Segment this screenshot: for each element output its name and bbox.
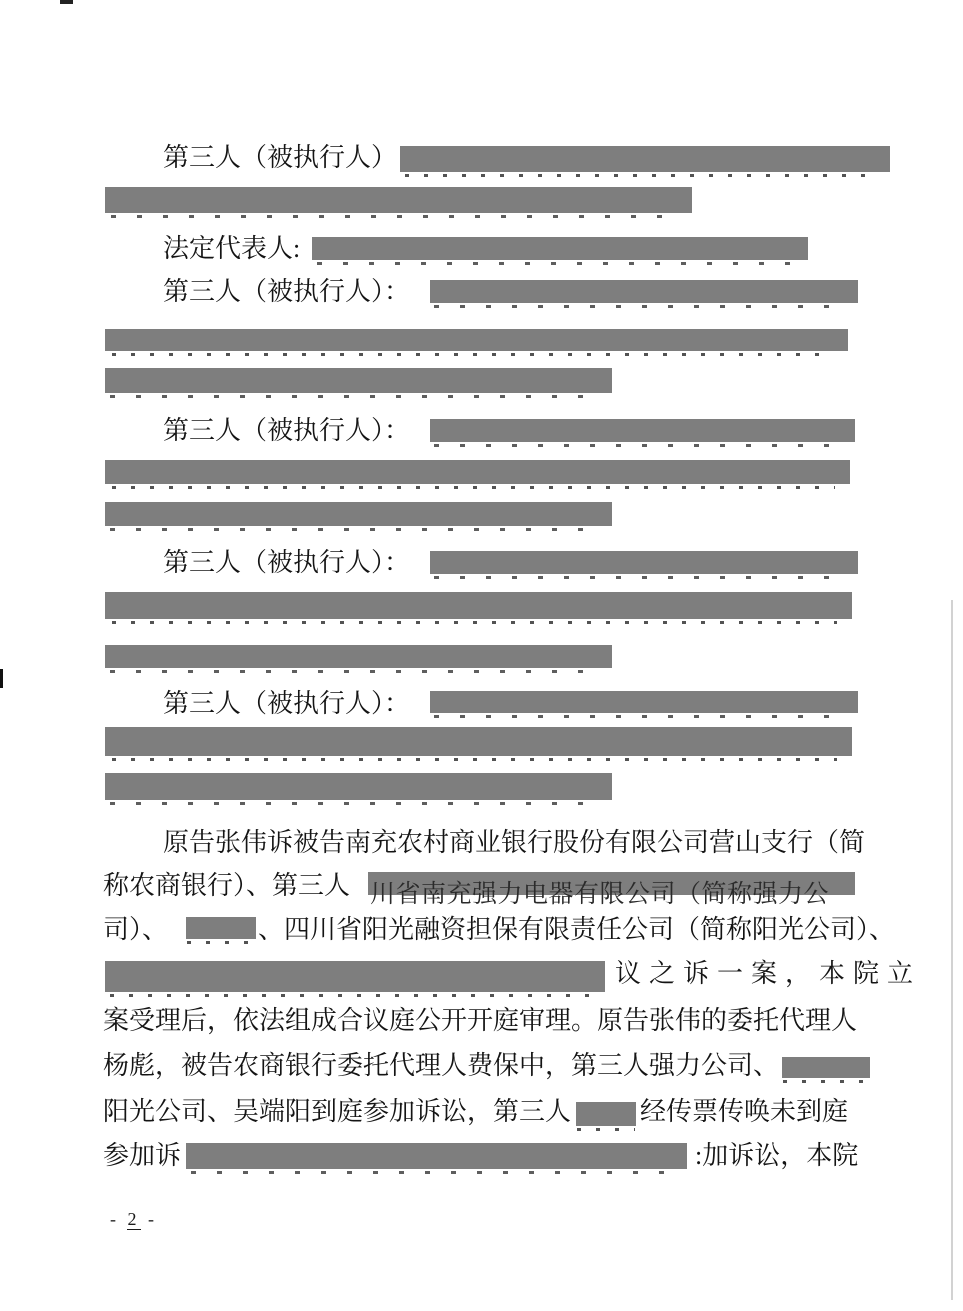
page-number xyxy=(110,1209,157,1230)
party-label: 法定代表人: xyxy=(163,234,301,263)
paragraph-text: 经传票传唤未到庭 xyxy=(640,1097,849,1126)
redaction-bar xyxy=(105,460,850,484)
paragraph-text: 称农商银行）、第三人 xyxy=(103,871,351,900)
redaction-bar xyxy=(400,146,890,172)
scan-artifact-left-edge-mark xyxy=(0,669,3,688)
redaction-bar xyxy=(312,237,808,260)
redaction-bar xyxy=(105,773,612,800)
party-label: 第三人（被执行人）： xyxy=(163,277,411,306)
redaction-bar xyxy=(430,280,858,303)
redaction-bar xyxy=(105,592,852,619)
party-label: 第三人（被执行人）： xyxy=(163,548,411,577)
page-number-dash-right: - xyxy=(148,1209,157,1229)
redaction-bar xyxy=(105,368,612,393)
redaction-bar xyxy=(430,419,855,442)
redaction-peek-text: 川省南充强力电器有限公司（简称强力公 xyxy=(370,881,830,908)
redaction-bar xyxy=(105,187,692,213)
paragraph-text: 、四川省阳光融资担保有限责任公司（简称阳光公司）、 xyxy=(258,915,896,944)
redaction-bar xyxy=(368,872,855,908)
redaction-bar xyxy=(430,551,858,574)
paragraph-text: 司）、 xyxy=(103,915,169,944)
redaction-bar xyxy=(186,1143,687,1169)
redaction-bar xyxy=(105,329,848,351)
paragraph-text: 议之诉一案，本院立 xyxy=(615,959,922,988)
redaction-bar xyxy=(430,691,858,713)
redaction-bar xyxy=(105,961,605,992)
paragraph-text: 阳光公司、吴端阳到庭参加诉讼，第三人 xyxy=(103,1097,572,1126)
paragraph-text: 参加诉 xyxy=(103,1141,182,1170)
page-number-dash-left: - xyxy=(110,1209,119,1229)
scan-artifact-top-speck xyxy=(60,0,73,4)
redaction-bar xyxy=(576,1102,636,1126)
redaction-bar xyxy=(782,1057,870,1078)
redaction-bar xyxy=(105,645,612,668)
paragraph-text: 杨彪，被告农商银行委托代理人费保中，第三人强力公司、 xyxy=(103,1051,780,1080)
paragraph-text: 原告张伟诉被告南充农村商业银行股份有限公司营山支行（简 xyxy=(163,828,866,857)
redaction-bar xyxy=(186,917,256,939)
paragraph-text: :加诉讼，本院 xyxy=(695,1141,859,1170)
scan-artifact-right-edge-line xyxy=(951,600,953,1300)
party-label: 第三人（被执行人）： xyxy=(163,416,411,445)
page-number-value: 2 xyxy=(127,1209,140,1229)
party-label: 第三人（被执行人）： xyxy=(163,689,411,718)
party-label: 第三人（被执行人） xyxy=(163,143,398,172)
paragraph-text: 案受理后，依法组成合议庭公开开庭审理。原告张伟的委托代理人 xyxy=(103,1006,858,1035)
redaction-peek-window xyxy=(370,881,857,908)
redaction-bar xyxy=(105,727,852,756)
redaction-bar xyxy=(105,502,612,526)
